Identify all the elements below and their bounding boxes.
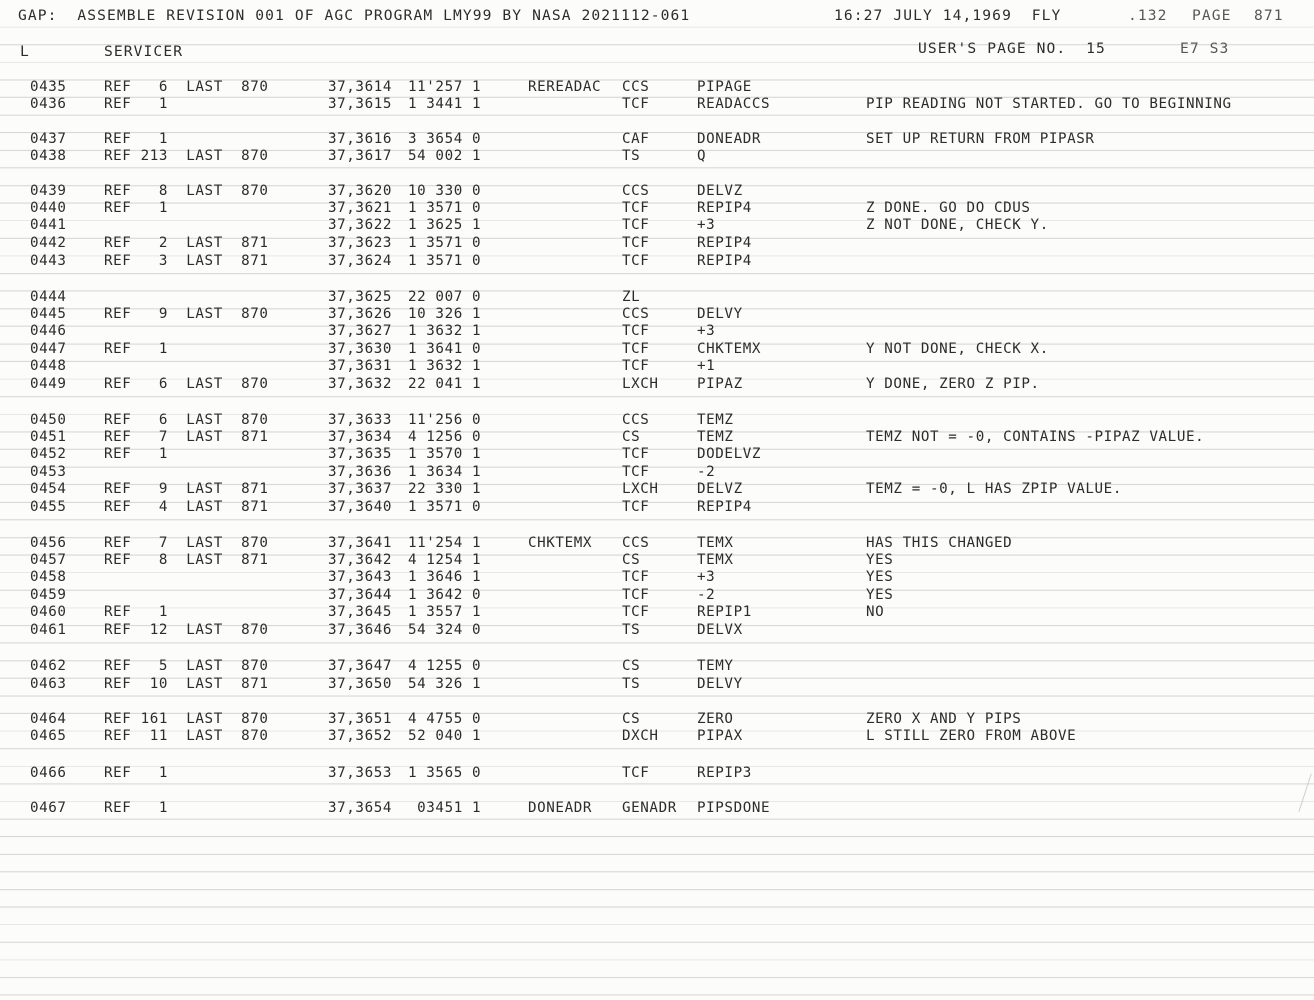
address: 37,3623 (328, 235, 392, 251)
opcode: CS (622, 711, 641, 727)
octal-word: 1 3642 0 (408, 587, 482, 603)
listing-row (0, 376, 1314, 392)
address: 37,3640 (328, 499, 392, 515)
opcode: TCF (622, 446, 650, 462)
octal-word: 1 3565 0 (408, 765, 482, 781)
ref-column: REF 3 LAST 871 (104, 253, 269, 269)
listing-row (0, 148, 1314, 164)
opcode: TCF (622, 253, 650, 269)
listing-row (0, 341, 1314, 357)
octal-word: 10 330 0 (408, 183, 482, 199)
ref-column: REF 12 LAST 870 (104, 622, 269, 638)
listing-row (0, 622, 1314, 638)
octal-word: 1 3646 1 (408, 569, 482, 585)
address: 37,3625 (328, 289, 392, 305)
opcode: CCS (622, 535, 650, 551)
operand: TEMZ (697, 429, 734, 445)
line-number: 0461 (30, 622, 67, 638)
octal-word: 11'257 1 (408, 79, 482, 95)
octal-word: 1 3634 1 (408, 464, 482, 480)
listing-row (0, 253, 1314, 269)
address: 37,3642 (328, 552, 392, 568)
octal-word: 22 041 1 (408, 376, 482, 392)
address: 37,3622 (328, 217, 392, 233)
header-title: GAP: ASSEMBLE REVISION 001 OF AGC PROGRAM LMY99 BY NASA 2021112-061 (18, 7, 691, 24)
operand: DELVY (697, 306, 743, 322)
comment: YES (866, 587, 894, 603)
opcode: ZL (622, 289, 641, 305)
address: 37,3651 (328, 711, 392, 727)
label: DONEADR (528, 800, 592, 816)
address: 37,3652 (328, 728, 392, 744)
octal-word: 4 1254 1 (408, 552, 482, 568)
line-number: 0452 (30, 446, 67, 462)
comment: NO (866, 604, 885, 620)
operand: TEMX (697, 552, 734, 568)
opcode: CCS (622, 79, 650, 95)
listing-row (0, 604, 1314, 620)
address: 37,3621 (328, 200, 392, 216)
users-page-number: USER'S PAGE NO. 15 (918, 40, 1106, 57)
address: 37,3624 (328, 253, 392, 269)
operand: CHKTEMX (697, 341, 761, 357)
ref-column: REF 7 LAST 871 (104, 429, 269, 445)
listing-row (0, 800, 1314, 816)
ref-column: REF 1 (104, 341, 168, 357)
ref-column: REF 1 (104, 446, 168, 462)
address: 37,3653 (328, 765, 392, 781)
opcode: TS (622, 148, 641, 164)
line-number: 0445 (30, 306, 67, 322)
comment: PIP READING NOT STARTED. GO TO BEGINNING (866, 96, 1232, 112)
ref-column: REF 2 LAST 871 (104, 235, 269, 251)
octal-word: 1 3641 0 (408, 341, 482, 357)
opcode: TCF (622, 200, 650, 216)
octal-word: 1 3557 1 (408, 604, 482, 620)
line-number: 0454 (30, 481, 67, 497)
line-number: 0460 (30, 604, 67, 620)
header-page-label: PAGE (1192, 7, 1232, 24)
octal-word: 1 3570 1 (408, 446, 482, 462)
opcode: CCS (622, 306, 650, 322)
comment: ZERO X AND Y PIPS (866, 711, 1022, 727)
ref-column: REF 5 LAST 870 (104, 658, 269, 674)
listing-row (0, 323, 1314, 339)
opcode: TCF (622, 604, 650, 620)
line-number: 0459 (30, 587, 67, 603)
listing-row (0, 306, 1314, 322)
comment: TEMZ NOT = -0, CONTAINS -PIPAZ VALUE. (866, 429, 1205, 445)
octal-word: 22 330 1 (408, 481, 482, 497)
octal-word: 11'256 0 (408, 412, 482, 428)
comment: Z NOT DONE, CHECK Y. (866, 217, 1049, 233)
line-number: 0436 (30, 96, 67, 112)
line-number: 0465 (30, 728, 67, 744)
address: 37,3654 (328, 800, 392, 816)
operand: REPIP4 (697, 253, 752, 269)
listing-row (0, 499, 1314, 515)
ref-column: REF 6 LAST 870 (104, 412, 269, 428)
address: 37,3643 (328, 569, 392, 585)
ref-column: REF 7 LAST 870 (104, 535, 269, 551)
line-number: 0444 (30, 289, 67, 305)
address: 37,3614 (328, 79, 392, 95)
ref-column: REF 9 LAST 871 (104, 481, 269, 497)
operand: REPIP3 (697, 765, 752, 781)
opcode: LXCH (622, 376, 659, 392)
listing-row (0, 658, 1314, 674)
opcode: CS (622, 658, 641, 674)
line-number: 0435 (30, 79, 67, 95)
listing-row (0, 446, 1314, 462)
operand: PIPAGE (697, 79, 752, 95)
octal-word: 1 3571 0 (408, 200, 482, 216)
line-number: 0442 (30, 235, 67, 251)
opcode: TCF (622, 358, 650, 374)
comment: L STILL ZERO FROM ABOVE (866, 728, 1077, 744)
address: 37,3617 (328, 148, 392, 164)
address: 37,3631 (328, 358, 392, 374)
address: 37,3647 (328, 658, 392, 674)
operand: ZERO (697, 711, 734, 727)
octal-word: 1 3625 1 (408, 217, 482, 233)
line-number: 0458 (30, 569, 67, 585)
line-number: 0456 (30, 535, 67, 551)
octal-word: 1 3441 1 (408, 96, 482, 112)
operand: -2 (697, 464, 716, 480)
listing-row (0, 412, 1314, 428)
listing-row (0, 464, 1314, 480)
address: 37,3633 (328, 412, 392, 428)
header-page-number: 871 (1254, 7, 1284, 24)
comment: YES (866, 569, 894, 585)
address: 37,3641 (328, 535, 392, 551)
address: 37,3616 (328, 131, 392, 147)
line-number: 0462 (30, 658, 67, 674)
listing-row (0, 289, 1314, 305)
octal-word: 22 007 0 (408, 289, 482, 305)
opcode: CCS (622, 412, 650, 428)
listing-row (0, 200, 1314, 216)
listing-row (0, 358, 1314, 374)
line-number: 0455 (30, 499, 67, 515)
address: 37,3630 (328, 341, 392, 357)
listing-row (0, 235, 1314, 251)
operand: +3 (697, 569, 716, 585)
opcode: LXCH (622, 481, 659, 497)
operand: Q (697, 148, 707, 164)
octal-word: 1 3632 1 (408, 358, 482, 374)
listing-row (0, 676, 1314, 692)
listing-row (0, 552, 1314, 568)
ref-column: REF 11 LAST 870 (104, 728, 269, 744)
address: 37,3644 (328, 587, 392, 603)
line-number: 0467 (30, 800, 67, 816)
octal-word: 1 3571 0 (408, 235, 482, 251)
operand: REPIP4 (697, 200, 752, 216)
opcode: TCF (622, 217, 650, 233)
octal-word: 3 3654 0 (408, 131, 482, 147)
address: 37,3632 (328, 376, 392, 392)
comment: SET UP RETURN FROM PIPASR (866, 131, 1095, 147)
listing-row (0, 183, 1314, 199)
listing-row (0, 765, 1314, 781)
line-number: 0463 (30, 676, 67, 692)
operand: PIPSDONE (697, 800, 771, 816)
operand: READACCS (697, 96, 771, 112)
address: 37,3615 (328, 96, 392, 112)
octal-word: 03451 1 (408, 800, 482, 816)
line-number: 0451 (30, 429, 67, 445)
address: 37,3646 (328, 622, 392, 638)
address: 37,3635 (328, 446, 392, 462)
operand: DELVZ (697, 183, 743, 199)
ref-column: REF 1 (104, 604, 168, 620)
ref-column: REF 6 LAST 870 (104, 79, 269, 95)
line-number: 0457 (30, 552, 67, 568)
comment: Y NOT DONE, CHECK X. (866, 341, 1049, 357)
comment: YES (866, 552, 894, 568)
listing-row (0, 587, 1314, 603)
line-number: 0446 (30, 323, 67, 339)
address: 37,3627 (328, 323, 392, 339)
line-number: 0441 (30, 217, 67, 233)
opcode: CS (622, 429, 641, 445)
operand: PIPAX (697, 728, 743, 744)
label: REREADAC (528, 79, 602, 95)
opcode: TCF (622, 235, 650, 251)
subheader-code: E7 S3 (1180, 40, 1230, 57)
opcode: TS (622, 622, 641, 638)
operand: PIPAZ (697, 376, 743, 392)
line-number: 0453 (30, 464, 67, 480)
listing-row (0, 131, 1314, 147)
operand: TEMX (697, 535, 734, 551)
operand: DELVZ (697, 481, 743, 497)
ref-column: REF 1 (104, 96, 168, 112)
line-number: 0437 (30, 131, 67, 147)
operand: +3 (697, 323, 716, 339)
octal-word: 52 040 1 (408, 728, 482, 744)
opcode: TCF (622, 765, 650, 781)
operand: +1 (697, 358, 716, 374)
section-name: SERVICER (104, 43, 184, 60)
opcode: TCF (622, 341, 650, 357)
operand: TEMZ (697, 412, 734, 428)
ref-column: REF 4 LAST 871 (104, 499, 269, 515)
line-number: 0449 (30, 376, 67, 392)
octal-word: 54 324 0 (408, 622, 482, 638)
opcode: TCF (622, 499, 650, 515)
ref-column: REF 8 LAST 870 (104, 183, 269, 199)
line-number: 0438 (30, 148, 67, 164)
ref-column: REF 1 (104, 131, 168, 147)
ref-column: REF 8 LAST 871 (104, 552, 269, 568)
operand: DONEADR (697, 131, 761, 147)
listing-row (0, 728, 1314, 744)
address: 37,3636 (328, 464, 392, 480)
opcode: TCF (622, 464, 650, 480)
opcode: GENADR (622, 800, 677, 816)
octal-word: 1 3571 0 (408, 499, 482, 515)
operand: REPIP1 (697, 604, 752, 620)
listing-row (0, 429, 1314, 445)
opcode: DXCH (622, 728, 659, 744)
header-datetime: 16:27 JULY 14,1969 FLY (834, 7, 1062, 24)
line-number: 0464 (30, 711, 67, 727)
label: CHKTEMX (528, 535, 592, 551)
address: 37,3626 (328, 306, 392, 322)
listing-row (0, 711, 1314, 727)
listing-row (0, 569, 1314, 585)
opcode: CS (622, 552, 641, 568)
listing-row (0, 535, 1314, 551)
line-number: 0440 (30, 200, 67, 216)
octal-word: 54 326 1 (408, 676, 482, 692)
listing-row (0, 96, 1314, 112)
comment: Y DONE, ZERO Z PIP. (866, 376, 1040, 392)
listing-row (0, 79, 1314, 95)
line-number: 0443 (30, 253, 67, 269)
ref-column: REF 1 (104, 765, 168, 781)
address: 37,3634 (328, 429, 392, 445)
operand: -2 (697, 587, 716, 603)
octal-word: 10 326 1 (408, 306, 482, 322)
octal-word: 4 4755 0 (408, 711, 482, 727)
address: 37,3645 (328, 604, 392, 620)
ref-column: REF 1 (104, 800, 168, 816)
line-number: 0447 (30, 341, 67, 357)
operand: +3 (697, 217, 716, 233)
comment: HAS THIS CHANGED (866, 535, 1013, 551)
octal-word: 4 1256 0 (408, 429, 482, 445)
operand: REPIP4 (697, 235, 752, 251)
ref-column: REF 161 LAST 870 (104, 711, 269, 727)
octal-word: 1 3632 1 (408, 323, 482, 339)
operand: TEMY (697, 658, 734, 674)
listing-row (0, 481, 1314, 497)
comment: Z DONE. GO DO CDUS (866, 200, 1031, 216)
comment: TEMZ = -0, L HAS ZPIP VALUE. (866, 481, 1122, 497)
line-number: 0439 (30, 183, 67, 199)
octal-word: 1 3571 0 (408, 253, 482, 269)
opcode: CAF (622, 131, 650, 147)
ref-column: REF 9 LAST 870 (104, 306, 269, 322)
operand: DODELVZ (697, 446, 761, 462)
subheader-marker: L (20, 43, 30, 60)
octal-word: 11'254 1 (408, 535, 482, 551)
opcode: TS (622, 676, 641, 692)
header-page-code: .132 (1128, 7, 1168, 24)
ref-column: REF 10 LAST 871 (104, 676, 269, 692)
operand: REPIP4 (697, 499, 752, 515)
address: 37,3637 (328, 481, 392, 497)
octal-word: 4 1255 0 (408, 658, 482, 674)
address: 37,3620 (328, 183, 392, 199)
ref-column: REF 213 LAST 870 (104, 148, 269, 164)
line-number: 0466 (30, 765, 67, 781)
operand: DELVY (697, 676, 743, 692)
operand: DELVX (697, 622, 743, 638)
address: 37,3650 (328, 676, 392, 692)
opcode: TCF (622, 96, 650, 112)
listing-row (0, 217, 1314, 233)
opcode: TCF (622, 587, 650, 603)
opcode: TCF (622, 323, 650, 339)
ref-column: REF 6 LAST 870 (104, 376, 269, 392)
line-number: 0450 (30, 412, 67, 428)
opcode: TCF (622, 569, 650, 585)
opcode: CCS (622, 183, 650, 199)
ref-column: REF 1 (104, 200, 168, 216)
line-number: 0448 (30, 358, 67, 374)
octal-word: 54 002 1 (408, 148, 482, 164)
